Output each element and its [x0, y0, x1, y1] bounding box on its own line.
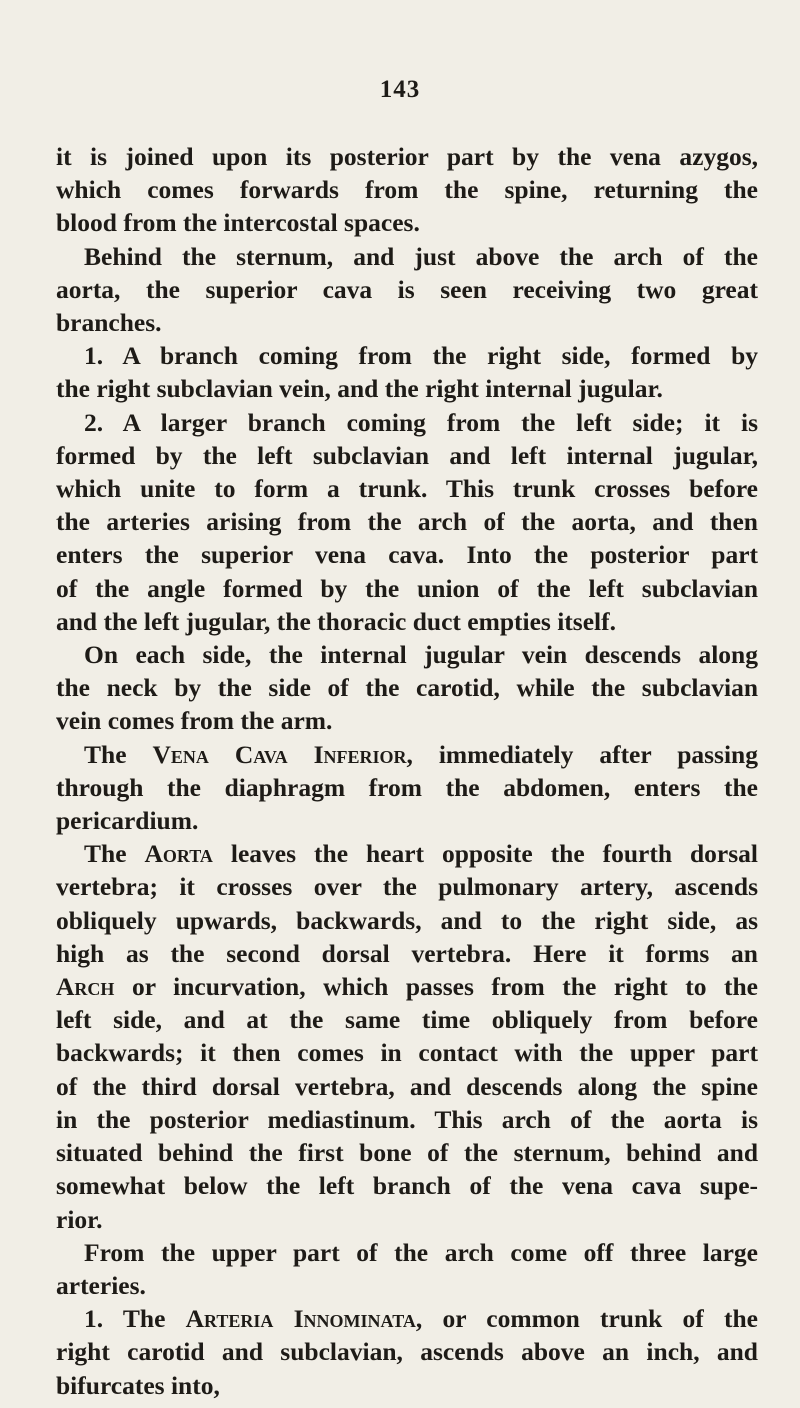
text-fragment: The — [84, 739, 153, 769]
text-line — [56, 837, 758, 870]
text-fragment: , or common trunk of the — [415, 1304, 758, 1334]
text-line: the neck by the side of the carotid, while the subclavian — [56, 673, 758, 703]
text-line: bifurcates into, — [56, 1370, 220, 1400]
text-line: of the third dorsal vertebra, and descends along the spine — [56, 1071, 758, 1101]
text-line: obliquely upwards, backwards, and to the right side, as — [56, 905, 758, 935]
text-line: formed by the left subclavian and left internal jugular, — [56, 440, 758, 470]
text-line: branches. — [56, 308, 162, 338]
text-line: which unite to form a trunk. This trunk crosses before — [56, 474, 758, 504]
text-line: through the diaphragm from the abdomen, enters the — [56, 772, 758, 802]
text-line: the arteries arising from the arch of the aorta, and then — [56, 507, 758, 537]
text-line: it is joined upon its posterior part by the vena azygos, — [56, 142, 758, 171]
smallcaps-term: Vena Cava Inferior — [152, 739, 407, 769]
text-line: vein comes from the arm. — [56, 706, 333, 736]
text-line: aorta, the superior cava is seen receiving two great — [56, 274, 758, 304]
smallcaps-term: Arteria Innominata — [185, 1304, 416, 1334]
text-line — [56, 738, 758, 771]
paragraph — [56, 837, 758, 1235]
text-line: pericardium. — [56, 806, 199, 836]
paragraph — [56, 638, 758, 738]
text-line: arteries. — [56, 1270, 146, 1300]
text-line: enters the superior vena cava. Into the posterior part — [56, 540, 758, 570]
text-line: right carotid and subclavian, ascends above an inch, and — [56, 1337, 758, 1367]
text-line: somewhat below the left branch of the vena cava supe- — [56, 1171, 758, 1201]
paragraph — [56, 1302, 758, 1402]
text-line: On each side, the internal jugular vein descends along — [84, 640, 758, 670]
text-line: situated behind the first bone of the sternum, behind and — [56, 1138, 758, 1168]
text-line: backwards; it then comes in contact with the upper part — [56, 1038, 758, 1068]
text-line: 2. A larger branch coming from the left side; it is — [84, 407, 758, 437]
paragraph — [56, 240, 758, 340]
smallcaps-term: Arch — [56, 972, 115, 1002]
paragraph — [56, 738, 758, 838]
paragraph — [56, 1236, 758, 1302]
text-line: rior. — [56, 1204, 103, 1234]
text-fragment: The — [84, 839, 145, 869]
text-line: and the left jugular, the thoracic duct empties itself. — [56, 606, 616, 636]
text-fragment: 1. The — [84, 1304, 186, 1334]
paragraph — [56, 406, 758, 638]
text-line: left side, and at the same time obliquely from before — [56, 1005, 758, 1035]
text-line — [56, 970, 758, 1003]
text-line: From the upper part of the arch come off three large — [84, 1237, 758, 1267]
text-line: high as the second dorsal vertebra. Here it forms an — [56, 938, 758, 968]
text-line: 1. A branch coming from the right side, formed by — [84, 341, 758, 371]
text-fragment: or incurvation, which passes from the right to the — [114, 972, 758, 1002]
paragraph — [56, 140, 758, 240]
text-fragment: leaves the heart opposite the fourth dorsal — [212, 839, 758, 869]
page-number: 143 — [379, 76, 421, 103]
text-line: blood from the intercostal spaces. — [56, 208, 420, 238]
text-fragment: , immediately after passing — [406, 739, 758, 769]
text-line — [56, 1302, 758, 1335]
text-line: vertebra; it crosses over the pulmonary artery, ascends — [56, 872, 758, 902]
text-line: the right subclavian vein, and the right internal jugular. — [56, 374, 663, 404]
smallcaps-term: Aorta — [144, 839, 213, 869]
text-line: of the angle formed by the union of the left subclavian — [56, 573, 758, 603]
text-line: which comes forwards from the spine, returning the — [56, 175, 758, 205]
text-line: in the posterior mediastinum. This arch of the aorta is — [56, 1104, 758, 1134]
text-line: Behind the sternum, and just above the arch of the — [84, 241, 758, 271]
body-text — [56, 140, 758, 1402]
paragraph — [56, 339, 758, 405]
